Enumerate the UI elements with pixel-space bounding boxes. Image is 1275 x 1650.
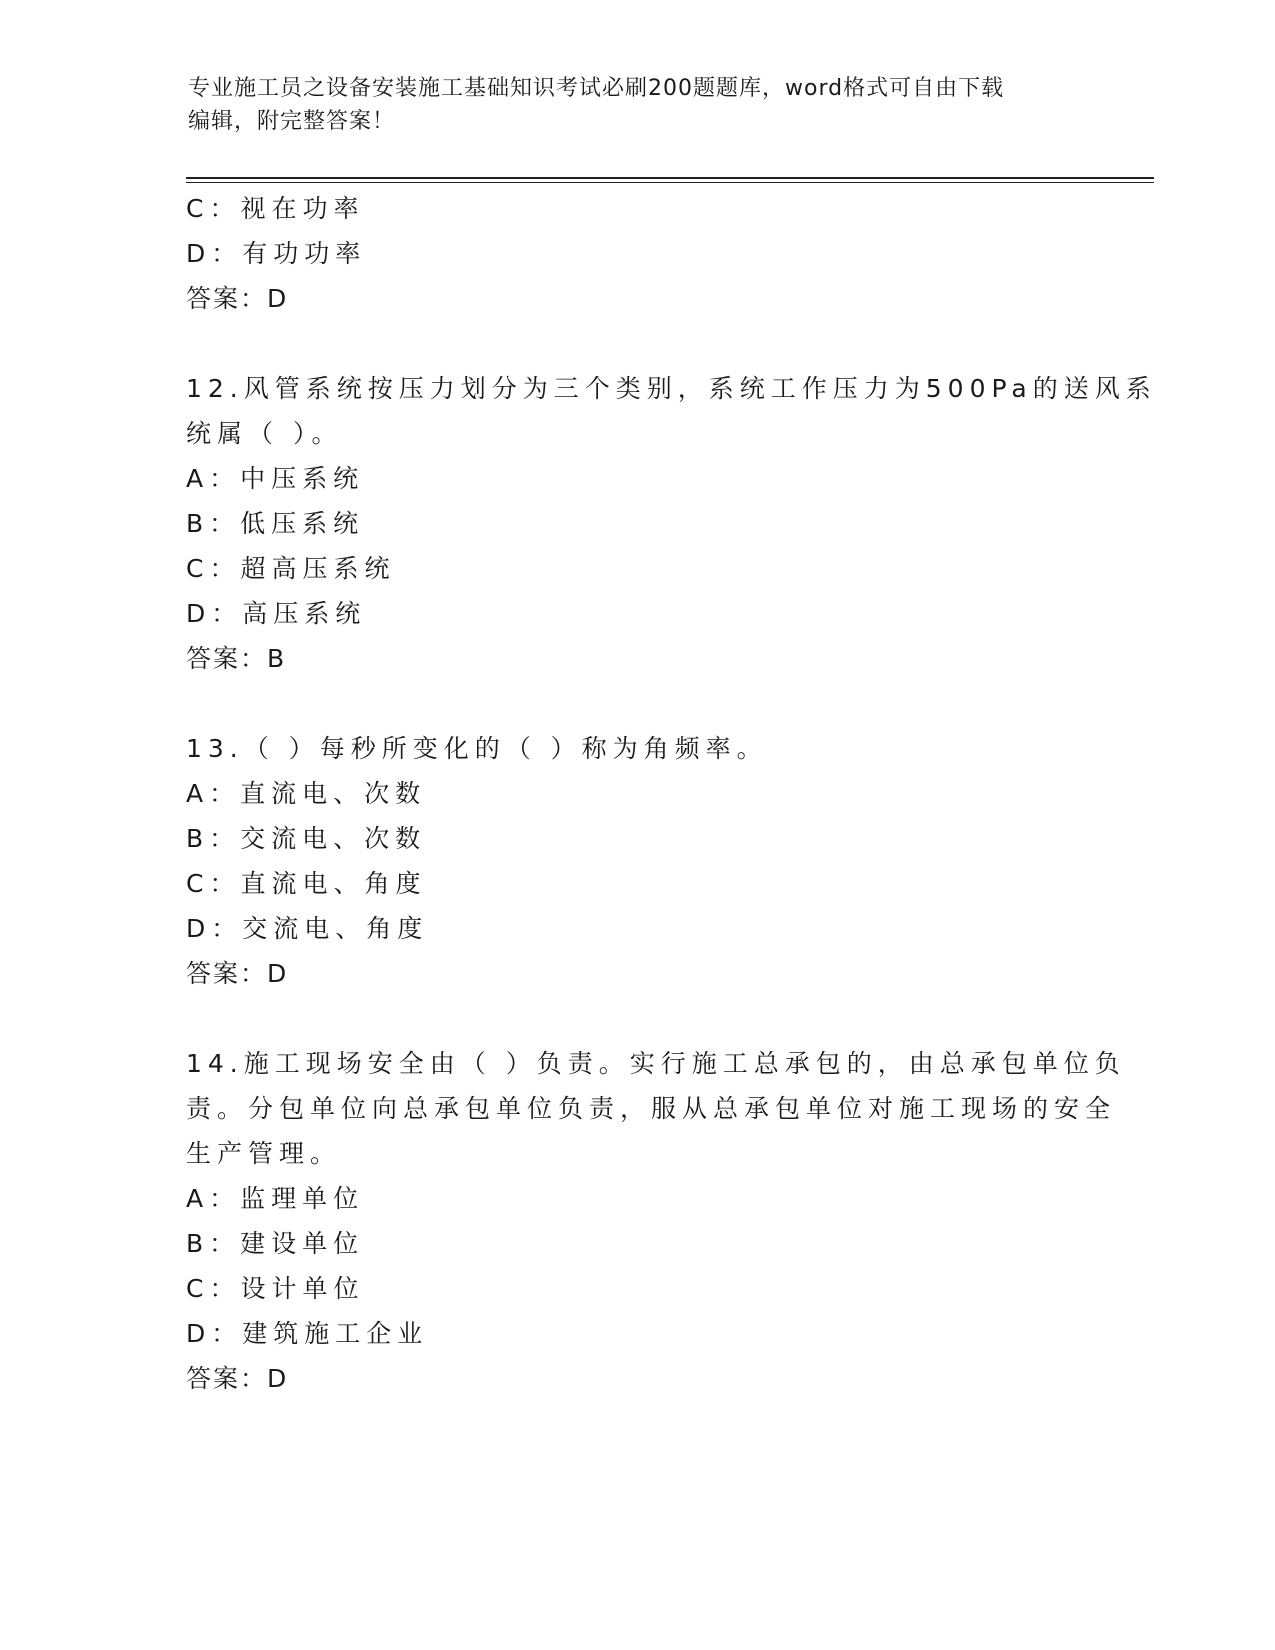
option-c: C：设计单位 — [186, 1274, 365, 1303]
question-stem: 统属（ ）。 — [186, 419, 343, 448]
option-c: C：视在功率 — [186, 194, 365, 223]
option-a: A：直流电、次数 — [186, 779, 427, 808]
answer: 答案：D — [186, 1364, 289, 1393]
header-line-1: 专业施工员之设备安装施工基础知识考试必刷200题题库，word格式可自由下载 — [188, 76, 1005, 101]
question-stem: 12.风管系统按压力划分为三个类别，系统工作压力为500Pa的送风系 — [186, 374, 1157, 403]
question-stem: 生产管理。 — [186, 1139, 342, 1168]
document-header — [188, 72, 1088, 138]
header-divider — [186, 177, 1154, 183]
header-line-2: 编辑，附完整答案！ — [188, 109, 396, 134]
answer: 答案：B — [186, 644, 287, 673]
question-stem: 责。分包单位向总承包单位负责，服从总承包单位对施工现场的安全 — [186, 1094, 1117, 1123]
option-d: D：高压系统 — [186, 599, 367, 628]
answer: 答案：D — [186, 959, 289, 988]
option-d: D：建筑施工企业 — [186, 1319, 429, 1348]
option-a: A：监理单位 — [186, 1184, 365, 1213]
option-a: A：中压系统 — [186, 464, 365, 493]
option-c: C：超高压系统 — [186, 554, 396, 583]
option-b: B：交流电、次数 — [186, 824, 427, 853]
option-d: D：有功功率 — [186, 239, 367, 268]
answer: 答案：D — [186, 284, 289, 313]
option-c: C：直流电、角度 — [186, 869, 427, 898]
option-d: D：交流电、角度 — [186, 914, 429, 943]
question-stem: 13.（ ）每秒所变化的（ ）称为角频率。 — [186, 734, 768, 763]
option-b: B：低压系统 — [186, 509, 365, 538]
option-b: B：建设单位 — [186, 1229, 365, 1258]
question-stem: 14.施工现场安全由（ ）负责。实行施工总承包的，由总承包单位负 — [186, 1049, 1126, 1078]
